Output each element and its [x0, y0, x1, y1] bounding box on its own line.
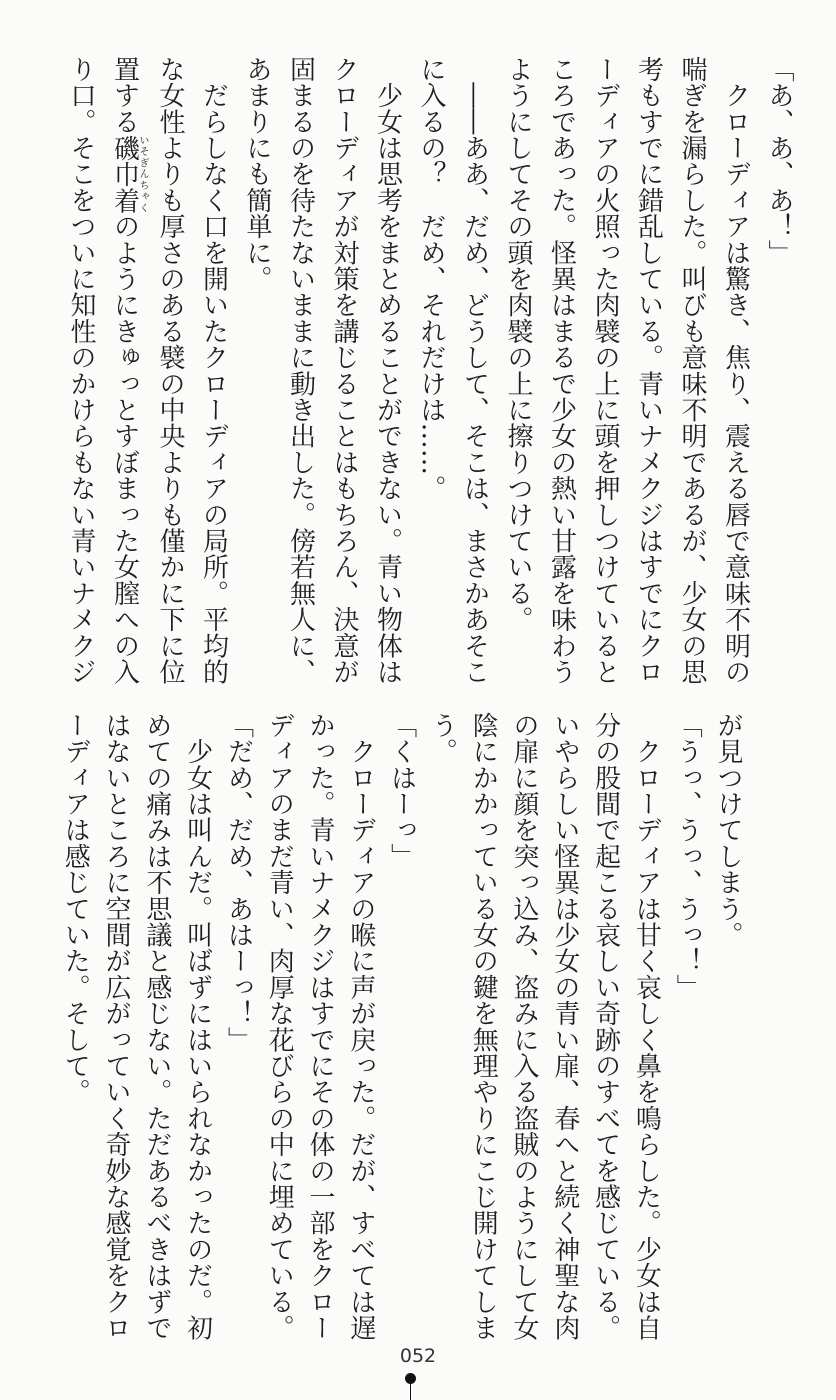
- text-line: な女性よりも厚さのある襞の中央よりも僅かに下に位: [155, 56, 185, 685]
- lower-text-block: [54, 712, 748, 1342]
- ruby-word: [109, 134, 148, 214]
- text-line: 喘ぎを漏らした。叫びも意味不明であるが、少女の思: [677, 56, 707, 685]
- text-line: 固まるのを待たないままに動き出した。傍若無人に、: [285, 56, 316, 685]
- text-line: かった。青いナメクジはすでにその体の一部をクロー: [305, 712, 336, 1341]
- text-line: に入るの？ だめ、それだけは……。: [416, 56, 446, 502]
- upper-text-block: [59, 56, 801, 696]
- text-line: 少女は思考をまとめることができない。青い物体は: [372, 56, 403, 685]
- text-line: ーディアの火照った肉襞の上に頭を押しつけていると: [590, 56, 620, 685]
- text-line: クローディアは甘く哀しく鼻を鳴らした。少女は自: [631, 712, 662, 1341]
- text-line: ころであった。怪異はまるで少女の熱い甘露を味わう: [546, 56, 577, 685]
- text-line: はないところに空間が広がっていく奇妙な感覚をクロ: [101, 712, 132, 1341]
- text-line: クローディアは驚き、焦り、震える唇で意味不明の: [720, 56, 751, 685]
- text-line: [102, 56, 148, 696]
- text-line: あまりにも簡単に。: [242, 56, 272, 292]
- text-line: 考もすでに錯乱している。青いナメクジはすでにクロ: [633, 56, 664, 685]
- text-line: めての痛みは不思議と感じない。ただあるべきはずで: [141, 712, 172, 1341]
- text-line: ――ああ、だめ、どうして、そこは、まさかあそこ: [459, 56, 490, 685]
- text-line: 少女は叫んだ。叫ばずにはいられなかったのだ。初: [182, 712, 213, 1341]
- ruby-reading: いそぎんちゃく: [137, 134, 148, 214]
- text-line: り口。そこをついに知性のかけらもない青いナメクジ: [66, 56, 96, 685]
- text-line: 「くはーっ」: [386, 712, 417, 870]
- text-line: クローディアの喉に声が戻った。だが、すべては遅: [345, 712, 376, 1341]
- text-line: 陰にかかっている女の鍵を無理やりにこじ開けてしま: [468, 712, 499, 1341]
- text-line: 分の股間で起こる哀しい奇跡のすべてを感じている。: [590, 712, 621, 1341]
- text-line: う。: [427, 712, 458, 765]
- text-line: 「うっ、うっ、うっ！」: [672, 712, 703, 1001]
- text-line: クローディアが対策を講じることはもちろん、決意が: [329, 56, 359, 685]
- text-line: 「だめ、だめ、あはーっ！」: [223, 712, 254, 1053]
- text-segment: 置する: [109, 56, 140, 135]
- text-line: ようにしてその頭を肉襞の上に擦りつけている。: [503, 56, 533, 633]
- text-line: 「あ、あ、あ！」: [764, 56, 794, 266]
- text-line: だらしなく口を開いたクローディアの局所。平均的: [198, 56, 229, 685]
- ruby-base: 磯巾着: [109, 134, 140, 214]
- page-number: 052: [399, 1345, 437, 1367]
- text-line: ディアのまだ青い、肉厚な花びらの中に埋めている。: [264, 712, 295, 1341]
- text-line: の扉に顔を突っ込み、盗みに入る盗賊のようにして女: [509, 712, 540, 1341]
- text-line: いやらしい怪異は少女の青い扉、春へと続く神聖な肉: [549, 712, 580, 1341]
- text-line: が見つけてしまう。: [713, 712, 743, 948]
- text-line: ーディアは感じていた。そして。: [60, 712, 91, 1105]
- text-segment: のようにきゅっとすぼまった女膣への入: [109, 213, 140, 685]
- page-marker-line: [410, 1383, 411, 1400]
